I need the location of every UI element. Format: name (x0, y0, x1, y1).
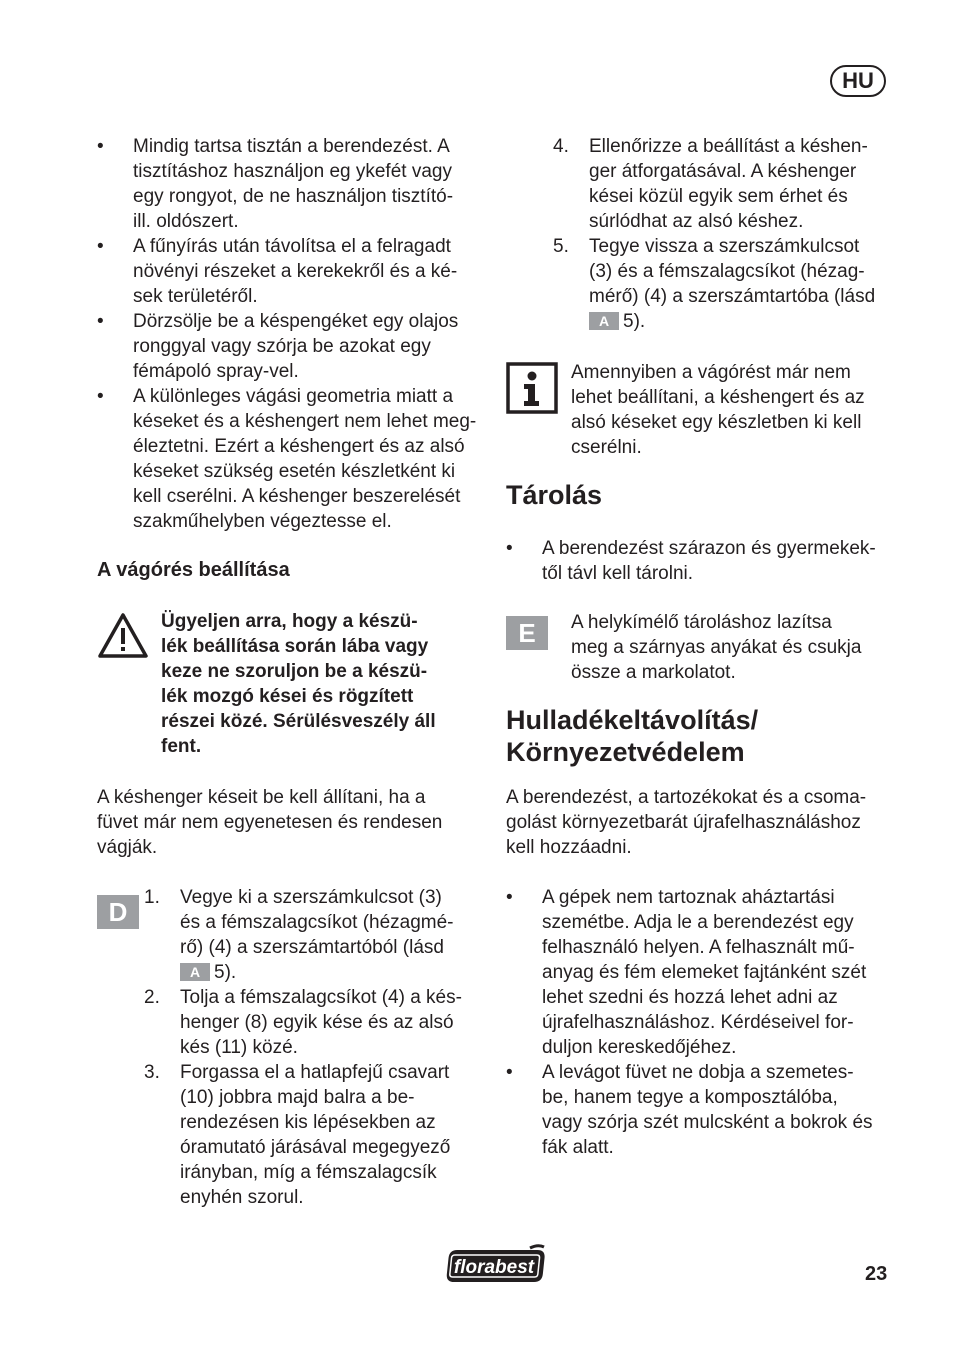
list-item: • A levágot füvet ne dobja a szemetes- be, hanem tegye a komposztálóba, vagy szórja szét mulcsként a bokrok és fák alatt. (506, 1062, 873, 1158)
storage-heading: Tárolás (506, 480, 603, 510)
list-item: • A gépek nem tartoznak aháztartási szemétbe. Adja le a berendezést egy felhasználó helyen. A felhasznált mű- anyag és fém elemeket fajtánként szét lehet szedni és hozzá lehet adni az újrafelhasználáshoz. Kérdéseivel for- duljon kereskedőjéhez. (506, 887, 867, 1058)
left-bullet-list (97, 134, 497, 534)
right-steps (553, 134, 893, 334)
warning-text: Ügyeljen arra, hogy a készü- lék beállítása során lába vagy keze ne szoruljon be a készü- lék mozgó kései és rögzített részei közé. Sérülésveszély áll fent. (161, 611, 436, 757)
adjust-intro: A késhenger késeit be kell állítani, ha a füvet már nem egyenetesen és rendesen vágják. (97, 787, 443, 858)
florabest-logo (438, 1244, 552, 1288)
list-item: 1. Vegye ki a szerszámkulcsot (3) és a fémszalagcsíkot (hézagmé- rő) (4) a szerszámtartóból (lásd A 5). (144, 887, 454, 983)
left-steps (144, 885, 484, 1210)
list-item: 3. Forgassa el a hatlapfejű csavart (10) jobbra majd balra a be- rendezésen kis lépésekben az óramutató járásával megegyező irányban, míg a fémszalagcsík enyhén szorul. (144, 1062, 451, 1208)
list-item: 2. Tolja a fémszalagcsíkot (4) a kés- henger (8) egyik kése és az alsó kés (11) közé. (144, 987, 462, 1058)
list-item: • Dörzsölje be a késpengéket egy olajos ronggyal vagy szórja be azokat egy fémápoló spray-vel. (97, 311, 459, 382)
page-number: 23 (865, 1263, 888, 1285)
list-item: 4. Ellenőrizze a beállítást a késhen- ger átforgatásával. A késhenger kései közül egyik sem érhet és súrlódhat az alsó késhez. (553, 136, 868, 232)
list-item: • A különleges vágási geometria miatt a késeket és a késhengert nem lehet meg- éleztetni. Ezért a késhengert és az alsó késeket szükség esetén készletként ki kell cserélni. A késhenger beszerelését szakműhelyben végeztesse el. (97, 386, 477, 532)
storage-bullet (506, 536, 896, 586)
disposal-intro: A berendezést, a tartozékokat és a csoma- golást környezetbarát újrafelhasználáshoz kell hozzáadni. (506, 787, 867, 858)
figure-a-ref: A (589, 312, 619, 330)
list-item: 5. Tegye vissza a szerszámkulcsot (3) és a fémszalagcsíkot (hézag- mérő) (4) a szerszámtartóba (lásd A 5). (553, 236, 876, 332)
figure-a-ref: A (180, 963, 210, 981)
list-item: • A fűnyírás után távolítsa el a felragadt növényi részeket a kerekekről és a ké- sek területéről. (97, 236, 458, 307)
figure-e-label: E (506, 616, 548, 650)
svg-text:florabest: florabest (453, 1257, 535, 1278)
adjust-heading: A vágórés beállítása (97, 559, 290, 581)
figure-d-label: D (97, 895, 139, 929)
info-text: Amennyiben a vágórést már nem lehet beállítani, a késhengert és az alsó késeket egy készletben ki kell cserélni. (571, 362, 865, 458)
info-icon (506, 362, 558, 414)
warning-icon (97, 612, 149, 660)
disposal-bullets (506, 885, 906, 1160)
disposal-heading: Hulladékeltávolítás/ Környezetvédelem (506, 705, 759, 767)
list-item: • A berendezést szárazon és gyermekek- től távl kell tárolni. (506, 538, 876, 584)
language-badge: HU (830, 65, 886, 97)
list-item: • Mindig tartsa tisztán a berendezést. A tisztításhoz használjon eg ykefét vagy egy rongyot, de ne használjon tisztító- ill. oldószert. (97, 136, 454, 232)
storage-note: A helykímélő tároláshoz lazítsa meg a szárnyas anyákat és csukja össze a markolatot. (571, 612, 862, 683)
